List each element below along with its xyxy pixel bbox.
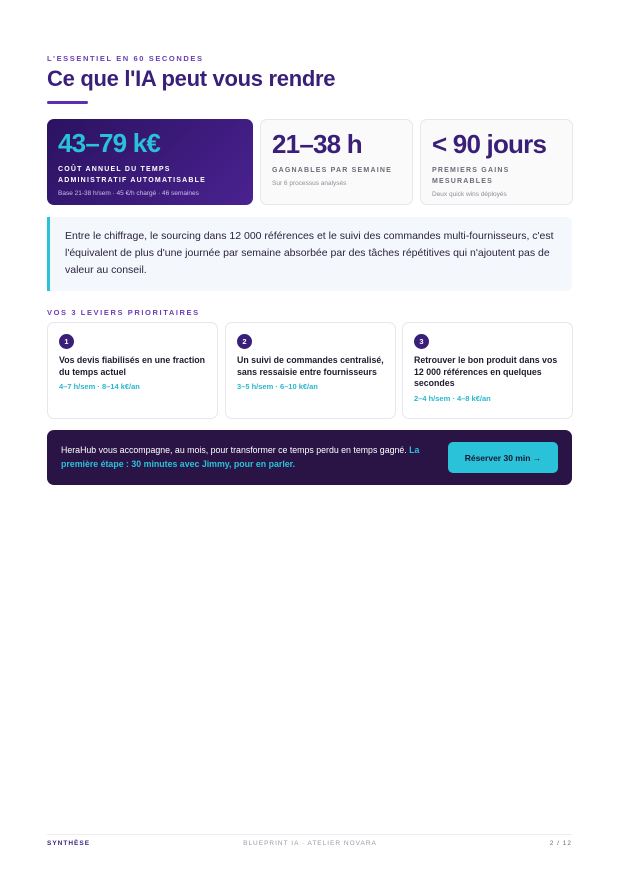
lever-gain: 4–7 h/sem · 8–14 k€/an (59, 382, 140, 391)
footer-divider (47, 834, 572, 835)
lever-title: Vos devis fiabilisés en une fraction du temps actuel (59, 355, 206, 377)
section-eyebrow: L'ESSENTIEL EN 60 SECONDES (47, 54, 204, 63)
cta-text-highlight: La première étape : 30 minutes avec Jimmy, pour en parler. (61, 445, 420, 469)
lever-gain: 3–5 h/sem · 6–10 k€/an (237, 382, 318, 391)
lever-card-2 (225, 322, 396, 419)
title-underline (47, 101, 88, 104)
book-meeting-button[interactable]: Réserver 30 min → (448, 442, 558, 473)
kpi-card-annual-cost (47, 119, 253, 205)
lever-card-3 (402, 322, 573, 419)
kpi-sub: Base 21-38 h/sem · 45 €/h chargé · 46 semaines (58, 190, 199, 197)
lever-title: Un suivi de commandes centralisé, sans ressaisie entre fournisseurs (237, 355, 384, 377)
page-title: Ce que l'IA peut vous rendre (47, 66, 336, 91)
lever-number-badge: 3 (414, 334, 429, 349)
kpi-value: 21–38 h (272, 129, 362, 159)
lever-card-1 (47, 322, 218, 419)
kpi-label: GAGNABLES PAR SEMAINE (272, 167, 392, 174)
kpi-sub: Deux quick wins déployés (432, 191, 507, 198)
lever-number-badge: 2 (237, 334, 252, 349)
levers-eyebrow: VOS 3 LEVIERS PRIORITAIRES (47, 308, 200, 317)
lever-number-badge: 1 (59, 334, 74, 349)
kpi-label: PREMIERS GAINS MESURABLES (432, 167, 510, 185)
summary-quote: Entre le chiffrage, le sourcing dans 12 000 références et le suivi des commandes multi-fournisseurs, c'est l'équivalent de plus d'une journée par semaine absorbée par des tâches répétitives qui n'ajoutent pas de valeur au conseil. (47, 217, 572, 291)
kpi-label: COÛT ANNUEL DU TEMPS ADMINISTRATIF AUTOMATISABLE (58, 166, 207, 184)
cta-text (61, 443, 431, 471)
lever-title: Retrouver le bon produit dans vos 12 000 références en quelques secondes (414, 355, 558, 388)
footer-document-name: BLUEPRINT IA · ATELIER NOVARA (243, 840, 377, 847)
footer-section-name: SYNTHÈSE (47, 840, 91, 847)
cta-banner (47, 430, 572, 485)
lever-gain: 2–4 h/sem · 4–8 k€/an (414, 393, 491, 403)
cta-text-main: HeraHub vous accompagne, au mois, pour transformer ce temps perdu en temps gagné. (61, 445, 407, 455)
kpi-value: 43–79 k€ (58, 128, 161, 158)
kpi-sub: Sur 6 processus analysés (272, 180, 347, 187)
footer-page-number: 2 / 12 (549, 840, 572, 847)
kpi-value: < 90 jours (432, 129, 547, 159)
kpi-card-weekly-hours (260, 119, 413, 205)
kpi-card-first-gains (420, 119, 573, 205)
